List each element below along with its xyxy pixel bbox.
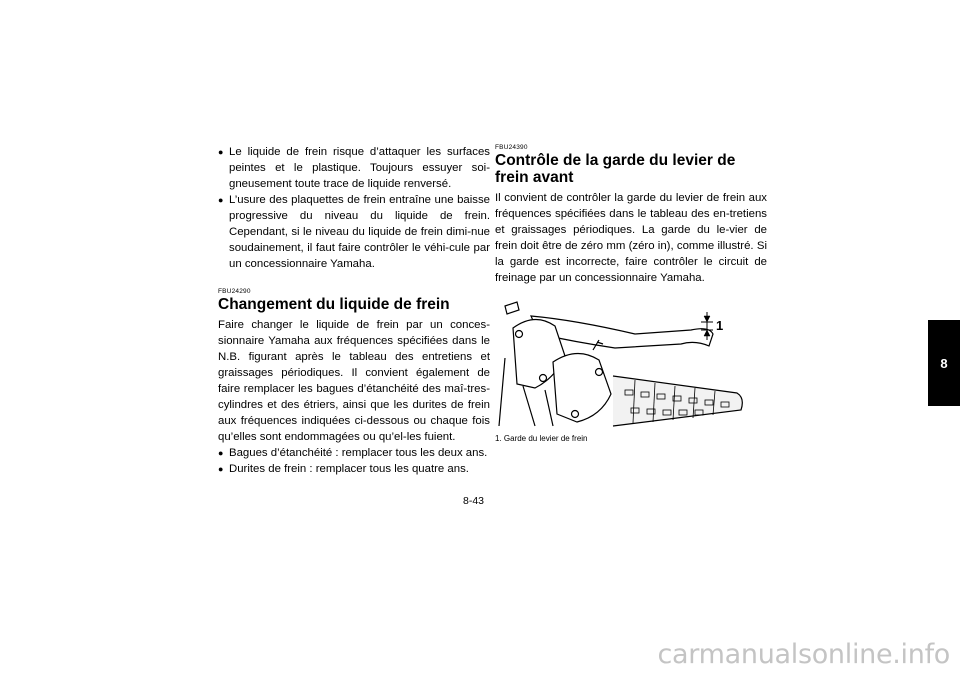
figure-callout: 1	[716, 318, 724, 333]
right-column	[495, 144, 767, 286]
brake-lever-illustration	[495, 298, 750, 428]
bullet-hoses: ● Durites de frein : remplacer tous les quatre ans.	[218, 461, 490, 477]
section-code: FBU24290	[218, 288, 251, 295]
figure-caption: 1. Garde du levier de frein	[495, 434, 588, 443]
bullet-paint-warning: ● Le liquide de frein risque d’attaquer les surfaces peintes et le plastique. Toujours essuyer soi-gneusement toute trace de liquide renversé.	[218, 144, 490, 192]
section-code-lever: FBU24390	[495, 144, 528, 151]
section-title-lever: Contrôle de la garde du levier de frein avant	[495, 152, 736, 186]
page-number: 8-43	[463, 495, 485, 507]
section-title-brake-fluid: Changement du liquide de frein	[218, 296, 450, 313]
section-body-brake-fluid: Faire changer le liquide de frein par un conces-sionnaire Yamaha aux fréquences spécifiées dans le N.B. figurant après le tableau des entretiens et graissages périodiques. Il convient également de faire remplacer les bagues d’étanchéité des maî-tres-cylindres et des étriers, ainsi que les durites de frein aux fréquences indiquées ci-dessous ou chaque fois qu’elles sont endommagées ou qu’el-les fuient.	[218, 319, 490, 443]
bullet-pad-wear: ● L’usure des plaquettes de frein entraîne une baisse progressive du niveau du liquide de frein. Cependant, si le niveau du liquide de frein dimi-nue soudainement, il faut faire contrôler le véhi-cule par un concessionnaire Yamaha.	[218, 192, 490, 272]
chapter-tab: 8	[928, 320, 960, 406]
section-body-lever: Il convient de contrôler la garde du levier de frein aux fréquences spécifiées dans le tableau des en-tretiens et graissages périodiques. La garde du le-vier de frein doit être de zéro mm (zéro in), comme illustré. Si la garde est incorrecte, faire contrôler le circuit de freinage par un concessionnaire Yamaha.	[495, 192, 767, 284]
watermark: carmanualsonline.info	[657, 639, 950, 670]
left-column	[218, 144, 490, 477]
bullet-seals: ● Bagues d’étanchéité : remplacer tous les deux ans.	[218, 445, 490, 461]
